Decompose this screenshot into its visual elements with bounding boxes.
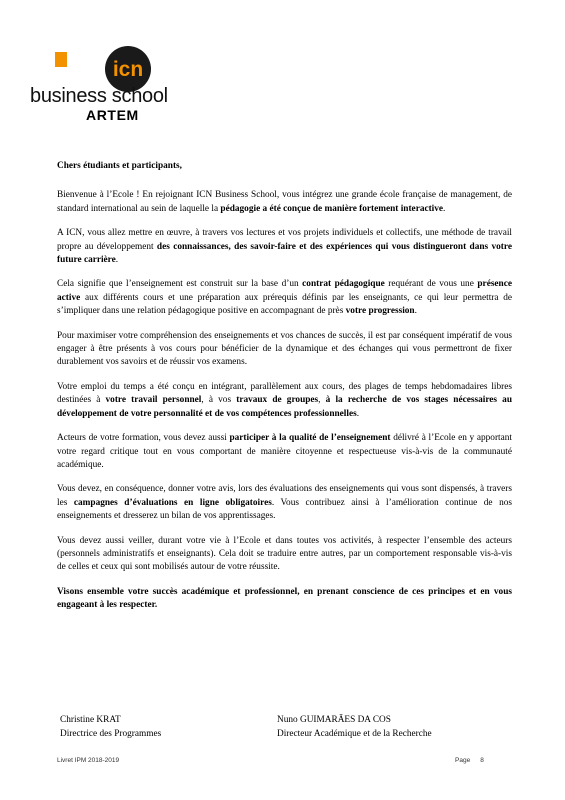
body-text: Acteurs de votre formation, vous devez aussi [57, 433, 230, 444]
signature-right-title: Directeur Académique et de la Recherche [277, 729, 432, 739]
footer-booklet: Livret IPM 2018-2019 [57, 757, 120, 764]
emphasis-text: contrat pédagogique [302, 279, 385, 290]
body-text: Pour maximiser votre compréhension des enseignements et vos chances de succès, il est par conséquent impératif de vous engager à être présents à vos cours pour bénéficier de la dynamique et des échanges qui vous permettront de fixer durablement vos savoirs et de réussir vos examens. [57, 330, 512, 368]
body-text: . [414, 306, 417, 317]
paragraph-quality [57, 432, 512, 472]
footer-page-label: Page [455, 757, 471, 764]
closing-statement: Visons ensemble votre succès académique et professionnel, en prenant conscience de ces principes et en vous engageant à les respecter. [57, 586, 512, 611]
logo-school-name: business school [30, 85, 168, 107]
footer-page [455, 757, 484, 764]
paragraph-method [57, 227, 512, 267]
paragraph-evaluations [57, 483, 512, 523]
body-text: . [356, 408, 360, 419]
body-text: Cela signifie que l’enseignement est construit sur la base d’un [57, 279, 303, 290]
emphasis-text: campagnes d’évaluations en ligne obligatoires [73, 497, 272, 508]
signature-left-title: Directrice des Programmes [60, 729, 162, 739]
salutation: Chers étudiants et participants, [57, 161, 182, 171]
paragraph-respect [57, 535, 512, 575]
signature-right-name: Nuno GUIMARÃES DA COS [277, 715, 391, 725]
emphasis-text: à la recherche de vos stages nécessaires au développement de votre personnalité et de vos compétences professionnelles [57, 395, 512, 419]
emphasis-text: participer à la qualité de l’enseignement [229, 433, 391, 444]
body-text: délivré à l’Ecole en y apportant votre regard critique tout en vous comportant de manière citoyenne et respectueuse vis-à-vis de la communauté académique. [57, 433, 512, 470]
signature-left-name: Christine KRAT [60, 715, 121, 725]
signature-left [60, 713, 161, 741]
emphasis-text: présence active [57, 279, 512, 303]
paragraph-schedule [57, 381, 512, 421]
body-text: , à vos [201, 395, 237, 406]
icn-logo [30, 45, 170, 125]
body-text: aux différents cours et une préparation aux prérequis définis par les enseignants, ce qui leur permettra de s’impliquer dans une relation pédagogique positive en accompagnant de près [57, 292, 512, 317]
body-text: . [443, 203, 446, 214]
emphasis-text: votre progression [345, 306, 415, 317]
logo-artem: ARTEM [86, 107, 139, 123]
logo-icn-text: icn [112, 58, 144, 81]
body-text: , [318, 395, 326, 406]
body-text: requérant de vous une [384, 279, 478, 290]
body-text: . Vous contribuez ainsi à l’amélioration continue de nos enseignements et dresserez un bilan de vos apprentissages. [57, 497, 512, 522]
logo-orange-square [55, 52, 67, 67]
emphasis-text: travaux de groupes [236, 395, 319, 406]
body-text: A ICN, vous allez mettre en œuvre, à travers vos lectures et vos projets individuels et collectifs, une méthode de travail propre au développement [57, 228, 512, 252]
signature-right [277, 713, 432, 741]
letter-body [57, 160, 512, 624]
emphasis-text: pédagogie a été conçue de manière fortement interactive [220, 203, 444, 214]
paragraph-contract [57, 278, 512, 318]
body-text: Votre emploi du temps a été conçu en intégrant, parallèlement aux cours, des plages de temps hebdomadaires libres destinées à [57, 381, 512, 406]
paragraph-welcome [57, 189, 512, 216]
body-text: Vous devez aussi veiller, durant votre vie à l’Ecole et dans toutes vos activités, à respecter l’ensemble des acteurs (personnels administratifs et enseignants). Cela doit se traduire entre autres, par un comportement responsable vis-à-vis de celles et ceux qui sont mobilisés autour de votre réussite. [57, 535, 512, 573]
emphasis-text: votre travail personnel [105, 395, 202, 406]
paragraph-attendance [57, 330, 512, 370]
emphasis-text: des connaissances, des savoir-faire et des expériences qui vous distingueront dans votre future carrière [57, 241, 512, 266]
body-text: Vous devez, en conséquence, donner votre avis, lors des évaluations des enseignements qui vous sont dispensés, à travers les [57, 484, 512, 508]
body-text: . [115, 255, 119, 266]
footer-page-number: 8 [480, 757, 484, 764]
body-text: Bienvenue à l’Ecole ! En rejoignant ICN Business School, vous intégrez une grande école française de management, de standard international au sein de laquelle la [57, 190, 512, 214]
